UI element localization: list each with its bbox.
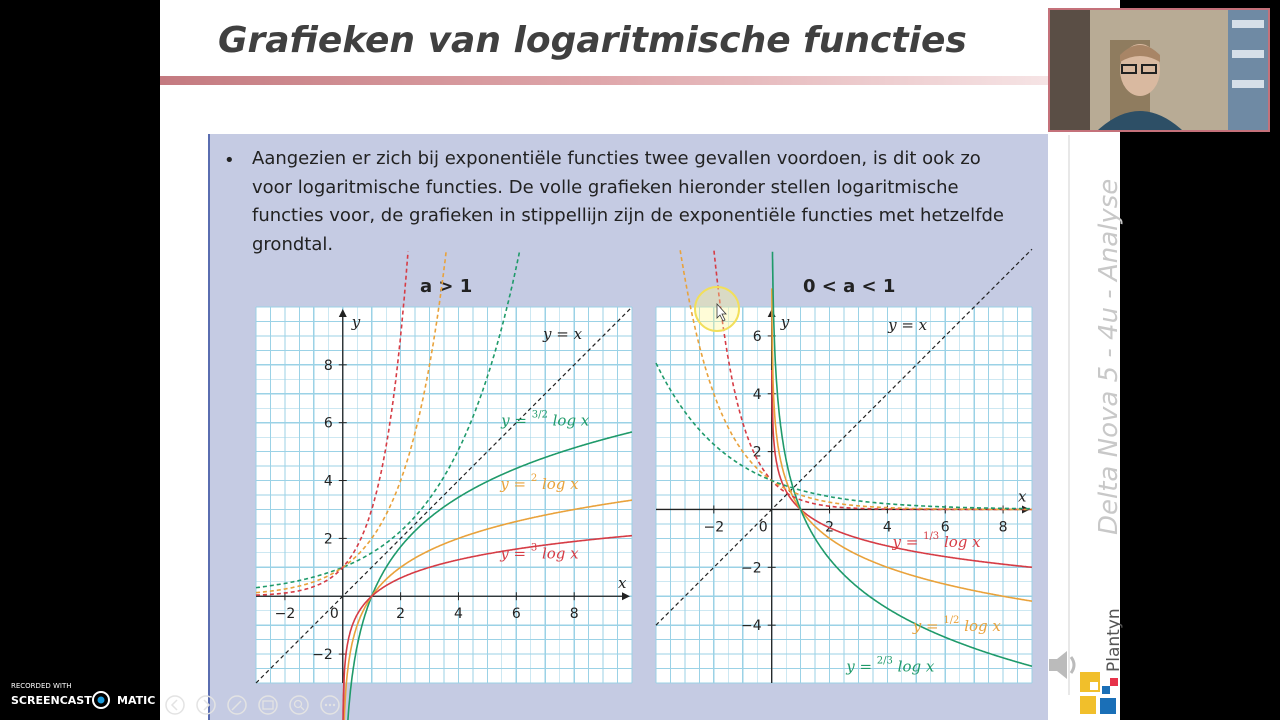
chart-left <box>256 307 632 683</box>
y-tick-label: 6 <box>323 415 333 432</box>
bullet-marker: • <box>224 150 235 171</box>
slide <box>160 0 1124 720</box>
exp-curve-4 <box>256 251 520 588</box>
sidebar-label: Delta Nova 5 - 4u - Analyse <box>1094 178 1124 535</box>
y-tick-label: 6 <box>752 328 762 345</box>
sidebar-divider <box>1068 135 1070 695</box>
screencast-logo-icon <box>92 691 110 709</box>
y-tick-label: −2 <box>741 560 762 577</box>
y-tick-label: −2 <box>312 647 333 664</box>
webcam-feed <box>1050 10 1268 130</box>
y-tick-label: 4 <box>323 473 333 490</box>
y-axis-label: y <box>351 313 361 331</box>
content-panel <box>208 134 1048 720</box>
x-tick-label: 2 <box>396 606 406 623</box>
x-tick-label: 6 <box>511 606 521 623</box>
more-options-icon[interactable] <box>321 696 339 714</box>
origin-label: 0 <box>329 606 339 623</box>
curve-label: y = $^{3/2}$ log x <box>501 409 590 430</box>
title-divider <box>160 76 1050 85</box>
x-tick-label: 8 <box>569 606 579 623</box>
x-tick-label: 2 <box>825 519 834 536</box>
bullet-text: Aangezien er zich bij exponentiële functies twee gevallen voordoen, is dit ook zo voor logaritmische functies. De volle grafieken hieronder stellen logaritmische functies voor, de grafieken in stippellijn zijn de exponentiële functies met hetzelfde grondtal. <box>252 148 1004 255</box>
curve-label: y = $^2$ log x <box>500 473 579 494</box>
recorder-caption: RECORDED WITH <box>11 682 72 690</box>
x-tick-label: 6 <box>940 519 950 536</box>
y-tick-label: 2 <box>752 444 762 461</box>
recorder-brand-right: MATIC <box>117 694 156 707</box>
x-tick-label: −2 <box>703 519 725 536</box>
log-curve-3 <box>773 252 1033 666</box>
speaker-icon[interactable] <box>1045 645 1085 685</box>
y-axis-arrow <box>339 309 347 317</box>
chart-title-right: 0 < a < 1 <box>803 276 896 297</box>
curve-label: y = x <box>888 316 928 335</box>
cursor-highlight <box>690 282 744 336</box>
x-tick-label: 4 <box>454 606 463 623</box>
x-tick-label: −2 <box>274 606 296 623</box>
curve-label: y = $^{1/2}$ log x <box>912 614 1001 635</box>
prev-slide-icon[interactable] <box>166 696 184 714</box>
playback-controls <box>164 694 354 716</box>
curve-label: y = x <box>543 324 583 343</box>
y-tick-label: 8 <box>323 357 333 374</box>
curve-label: y = $^3$ log x <box>500 542 579 563</box>
curve-label: y = $^{1/3}$ log x <box>892 531 981 552</box>
recorder-brand-left: SCREENCAST <box>11 694 92 707</box>
chart-title-left: a > 1 <box>420 276 473 297</box>
x-tick-label: 4 <box>882 519 892 536</box>
chart-right <box>656 307 1032 683</box>
publisher-logo-text: Plantyn <box>1104 608 1124 672</box>
y-tick-label: 4 <box>752 386 762 403</box>
x-axis-label: x <box>1018 487 1027 506</box>
y-tick-label: −4 <box>741 618 762 635</box>
page-title: Grafieken van logaritmische functies <box>218 20 967 61</box>
curve-label: y = $^{2/3}$ log x <box>846 655 935 676</box>
y-tick-label: 2 <box>323 531 333 548</box>
pen-icon[interactable] <box>228 696 246 714</box>
slides-icon[interactable] <box>259 696 277 714</box>
x-axis-arrow <box>622 592 630 600</box>
origin-label: 0 <box>758 519 768 536</box>
y-axis-label: y <box>780 313 790 331</box>
plantyn-logo-icon <box>1080 610 1120 718</box>
zoom-icon[interactable] <box>290 696 308 714</box>
x-tick-label: 8 <box>998 519 1008 536</box>
x-axis-label: x <box>618 574 627 593</box>
next-slide-icon[interactable] <box>197 696 215 714</box>
